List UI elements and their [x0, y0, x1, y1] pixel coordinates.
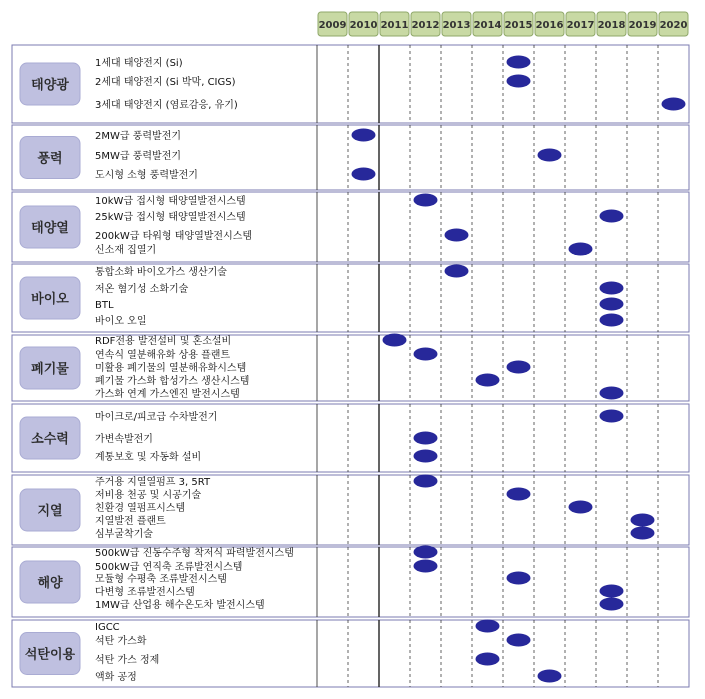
- item-label: 500kW급 연직축 조류발전시스템: [95, 562, 243, 573]
- milestone-marker: [600, 282, 624, 295]
- milestone-marker: [600, 387, 624, 400]
- item-label: 가스화 연계 가스엔진 발전시스템: [95, 389, 240, 400]
- item-label: 3세대 태양전지 (염료감응, 유기): [95, 100, 238, 111]
- milestone-marker: [507, 634, 531, 647]
- year-label: 2014: [473, 20, 502, 31]
- category-label: 태양열: [31, 221, 69, 236]
- milestone-marker: [538, 670, 562, 683]
- milestone-marker: [600, 210, 624, 223]
- item-label: 도시형 소형 풍력발전기: [95, 170, 198, 181]
- item-label: 친환경 열펌프시스템: [95, 503, 186, 514]
- milestone-marker: [352, 129, 376, 142]
- milestone-marker: [507, 56, 531, 69]
- item-label: 500kW급 진동수주형 착저식 파력발전시스템: [95, 548, 294, 559]
- category-label: 지열: [37, 504, 63, 519]
- item-label: 200kW급 타워형 태양열발전시스템: [95, 231, 253, 242]
- milestone-marker: [414, 475, 438, 488]
- item-label: 마이크로/피코급 수차발전기: [95, 412, 218, 423]
- category-label: 바이오: [31, 292, 69, 307]
- milestone-marker: [383, 334, 407, 347]
- category-label: 해양: [37, 576, 63, 591]
- item-label: 5MW급 풍력발전기: [95, 151, 182, 162]
- year-label: 2020: [659, 20, 688, 31]
- milestone-marker: [631, 514, 655, 527]
- item-label: 주거용 지열열펌프 3, 5RT: [95, 477, 211, 488]
- item-label: IGCC: [95, 622, 120, 633]
- item-label: 바이오 오일: [95, 316, 147, 327]
- milestone-marker: [538, 149, 562, 162]
- year-label: 2013: [442, 20, 471, 31]
- milestone-marker: [414, 432, 438, 445]
- milestone-marker: [507, 75, 531, 88]
- item-label: 석탄 가스화: [95, 636, 147, 647]
- year-label: 2011: [380, 20, 409, 31]
- category-label: 소수력: [31, 432, 69, 447]
- item-label: 모듈형 수평축 조류발전시스템: [95, 574, 227, 585]
- milestone-marker: [507, 361, 531, 374]
- milestone-marker: [569, 243, 593, 256]
- year-label: 2012: [411, 20, 440, 31]
- year-label: 2019: [628, 20, 657, 31]
- milestone-marker: [662, 98, 686, 111]
- milestone-marker: [600, 314, 624, 327]
- item-label: 석탄 가스 정제: [95, 655, 160, 666]
- item-label: 계통보호 및 자동화 설비: [95, 452, 202, 463]
- year-label: 2010: [349, 20, 378, 31]
- year-label: 2015: [504, 20, 533, 31]
- item-label: 저온 혐기성 소화기술: [95, 284, 189, 295]
- item-label: 신소재 집열기: [95, 245, 157, 256]
- item-label: 2세대 태양전지 (Si 박막, CIGS): [95, 77, 236, 88]
- milestone-marker: [476, 653, 500, 666]
- milestone-marker: [414, 560, 438, 573]
- item-label: RDF전용 발전설비 및 혼소설비: [95, 336, 232, 347]
- milestone-marker: [445, 229, 469, 242]
- item-label: 2MW급 풍력발전기: [95, 131, 182, 142]
- milestone-marker: [600, 410, 624, 423]
- category-label: 석탄이용: [24, 647, 76, 663]
- item-label: 폐기물 가스화 합성가스 생산시스템: [95, 376, 250, 387]
- year-label: 2017: [566, 20, 595, 31]
- year-label: 2009: [318, 20, 347, 31]
- category-label: 태양광: [31, 78, 69, 93]
- item-label: 미활용 폐기물의 열분해유화시스템: [95, 363, 247, 374]
- item-label: 25kW급 접시형 태양열발전시스템: [95, 212, 246, 223]
- milestone-marker: [600, 598, 624, 611]
- milestone-marker: [600, 585, 624, 598]
- category-label: 폐기물: [31, 362, 69, 377]
- milestone-marker: [507, 488, 531, 501]
- item-label: 저비용 천공 및 시공기술: [95, 490, 202, 501]
- milestone-marker: [476, 620, 500, 633]
- year-label: 2018: [597, 20, 626, 31]
- milestone-marker: [445, 265, 469, 278]
- milestone-marker: [414, 450, 438, 463]
- item-label: 지열발전 플랜트: [95, 516, 166, 527]
- item-label: 1MW급 산업용 해수온도차 발전시스템: [95, 600, 265, 611]
- milestone-marker: [414, 546, 438, 559]
- item-label: 액화 공정: [95, 672, 137, 683]
- milestone-marker: [476, 374, 500, 387]
- item-label: 가변속발전기: [95, 434, 153, 445]
- milestone-marker: [507, 572, 531, 585]
- item-label: 연속식 열분해유화 상용 플랜트: [95, 350, 231, 361]
- milestone-marker: [414, 348, 438, 361]
- milestone-marker: [600, 298, 624, 311]
- milestone-marker: [569, 501, 593, 514]
- item-label: 통합소화 바이오가스 생산기술: [95, 267, 227, 278]
- item-label: 1세대 태양전지 (Si): [95, 58, 183, 69]
- category-label: 풍력: [37, 151, 63, 167]
- milestone-marker: [414, 194, 438, 207]
- milestone-marker: [631, 527, 655, 540]
- year-label: 2016: [535, 20, 564, 31]
- item-label: 심부굴착기술: [95, 529, 153, 540]
- item-label: 다변형 조류발전시스템: [95, 587, 195, 598]
- item-label: 10kW급 접시형 태양열발전시스템: [95, 196, 246, 207]
- item-label: BTL: [95, 300, 114, 311]
- milestone-marker: [352, 168, 376, 181]
